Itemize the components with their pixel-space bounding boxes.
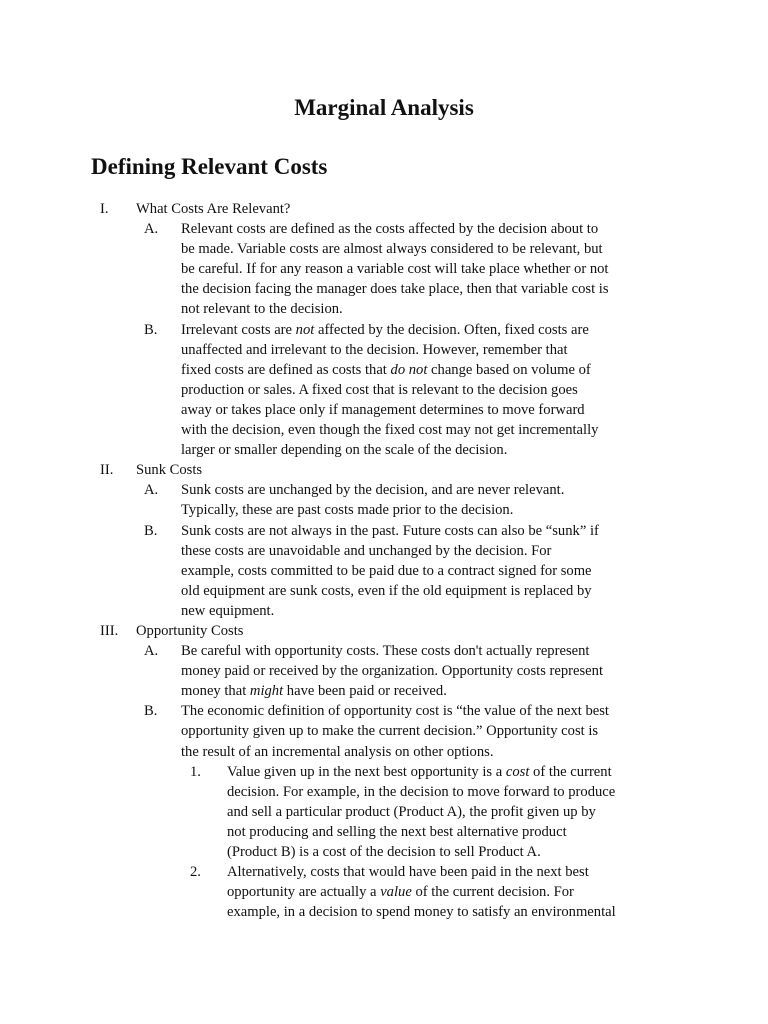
text-line: (Product B) is a cost of the decision to sell Product A. [227, 844, 541, 860]
outline-item-sunk-costs [0, 460, 768, 480]
paragraph [227, 762, 682, 862]
text-line [227, 762, 682, 782]
outline-subitem-sunk-unchanged [0, 480, 768, 520]
text-line: the result of an incremental analysis on other options. [181, 743, 494, 760]
outline-subitem-opportunity-definition [0, 701, 768, 761]
text-line: these costs are unavoidable and unchanged by the decision. For [181, 542, 552, 559]
text-line: The economic definition of opportunity cost is “the value of the next best [181, 703, 609, 720]
text-line: the decision facing the manager does take place, then that variable cost is [181, 281, 609, 298]
text-line: decision. For example, in the decision to move forward to produce [227, 783, 616, 800]
text-line: not relevant to the decision. [181, 301, 343, 318]
text-line: and sell a particular product (Product A), the profit given up by [227, 803, 596, 820]
outline-marker: 1. [190, 763, 201, 780]
text-line: Relevant costs are defined as the costs affected by the decision about to [181, 221, 599, 238]
text-line: away or takes place only if management determines to move forward [181, 401, 585, 418]
paragraph [181, 480, 681, 520]
text-line: Typically, these are past costs made prior to the decision. [181, 502, 514, 519]
text-line [181, 320, 681, 340]
outline-marker: III. [100, 622, 119, 639]
outline-item-what-costs-are-relevant [0, 199, 768, 219]
text-span: change based on volume of [427, 361, 591, 378]
text-span: fixed costs are defined as costs that [181, 361, 391, 378]
text-span: Value given up in the next best opportunity is a [227, 763, 506, 780]
outline-marker: A. [144, 221, 159, 238]
text-line: not producing and selling the next best alternative product [227, 823, 567, 840]
text-span: of the current [529, 763, 612, 780]
outline-marker: A. [144, 482, 159, 499]
text-line: production or sales. A fixed cost that is relevant to the decision goes [181, 381, 578, 398]
text-line: example, costs committed to be paid due to a contract signed for some [181, 562, 592, 579]
outline-marker: 2. [190, 864, 201, 881]
section-heading: Defining Relevant Costs [91, 154, 328, 179]
outline-subitem-opportunity-careful [0, 641, 768, 701]
text-line: Sunk costs are not always in the past. Future costs can also be “sunk” if [181, 522, 599, 539]
emphasis-text: might [249, 683, 284, 700]
text-line: be made. Variable costs are almost always considered to be relevant, but [181, 241, 603, 258]
text-line [181, 681, 681, 701]
text-line: Sunk costs are unchanged by the decision, and are never relevant. [181, 482, 565, 499]
text-span: of the current decision. For [411, 884, 574, 901]
outline-marker: II. [100, 462, 114, 479]
outline-numbered-item-alternatively [0, 862, 768, 922]
outline-heading: Sunk Costs [136, 462, 203, 479]
outline-numbered-item-value-given-up [0, 762, 768, 862]
outline-heading: Opportunity Costs [136, 622, 244, 639]
outline-marker: I. [100, 201, 109, 217]
outline-marker: B. [144, 703, 158, 720]
outline-list [0, 199, 768, 922]
outline-item-opportunity-costs [0, 621, 768, 641]
text-line [181, 360, 681, 380]
text-span: affected by the decision. Often, fixed costs are [314, 321, 589, 338]
text-line: be careful. If for any reason a variable cost will take place whether or not [181, 261, 609, 278]
paragraph [227, 862, 682, 922]
text-line: with the decision, even though the fixed cost may not get incrementally [181, 422, 599, 439]
emphasis-text: do not [390, 361, 428, 378]
text-line: old equipment are sunk costs, even if the old equipment is replaced by [181, 582, 592, 599]
emphasis-text: not [295, 321, 315, 338]
text-line: new equipment. [181, 602, 275, 619]
emphasis-text: value [380, 884, 412, 901]
outline-subitem-irrelevant-costs [0, 320, 768, 461]
text-line: larger or smaller depending on the scale of the decision. [181, 442, 508, 459]
outline-marker: B. [144, 321, 158, 338]
text-span: Irrelevant costs are [181, 321, 296, 338]
text-line: opportunity given up to make the current decision.” Opportunity cost is [181, 723, 599, 740]
text-line: Be careful with opportunity costs. These costs don't actually represent [181, 643, 590, 660]
paragraph [181, 521, 681, 621]
document-title: Marginal Analysis [294, 95, 474, 120]
text-line: money paid or received by the organization. Opportunity costs represent [181, 663, 604, 680]
text-span: have been paid or received. [283, 683, 447, 700]
text-line: example, in a decision to spend money to satisfy an environmental [227, 904, 616, 921]
paragraph [181, 320, 681, 461]
emphasis-text: cost [505, 763, 530, 780]
outline-heading: What Costs Are Relevant? [136, 201, 291, 217]
paragraph [181, 641, 681, 701]
text-span: opportunity are actually a [227, 884, 381, 901]
text-line: unaffected and irrelevant to the decision. However, remember that [181, 341, 568, 358]
outline-marker: B. [144, 522, 158, 539]
paragraph [181, 219, 681, 319]
outline-marker: A. [144, 643, 159, 660]
text-span: money that [181, 683, 250, 700]
text-line: Alternatively, costs that would have been paid in the next best [227, 864, 589, 881]
text-line [227, 882, 682, 902]
paragraph [181, 701, 681, 761]
outline-subitem-sunk-future [0, 521, 768, 621]
outline-subitem-relevant-costs [0, 219, 768, 319]
